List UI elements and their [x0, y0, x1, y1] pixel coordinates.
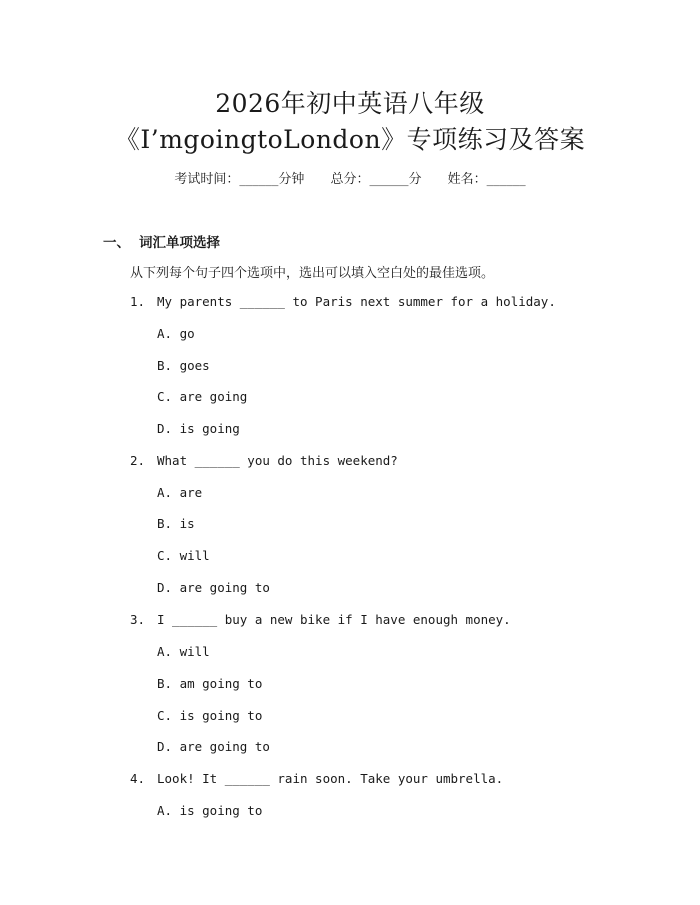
question-text: What ______ you do this weekend?: [157, 453, 398, 468]
option-3c: C. is going to: [157, 708, 263, 723]
option-1b: B. goes: [157, 358, 210, 373]
question-text: I ______ buy a new bike if I have enough money.: [157, 612, 511, 627]
section-title: 词汇单项选择: [139, 235, 220, 251]
question-number: 2.: [130, 453, 146, 468]
option-1d: D. is going: [157, 421, 240, 436]
option-2b: B. is: [157, 516, 195, 531]
section-number: 一、: [103, 235, 130, 251]
question-text: Look! It ______ rain soon. Take your umbrella.: [157, 771, 504, 786]
question-number: 1.: [130, 294, 146, 309]
exam-meta: [0, 168, 700, 187]
option-3b: B. am going to: [157, 676, 263, 691]
question-number: 4.: [130, 771, 146, 786]
exam-score: 总分：______分: [330, 172, 422, 187]
option-3d: D. are going to: [157, 739, 270, 754]
option-4a: A. is going to: [157, 803, 263, 818]
question-number: 3.: [130, 612, 146, 627]
page-title: 2026年初中英语八年级: [215, 89, 485, 118]
option-1a: A. go: [157, 326, 195, 341]
question-1: [130, 294, 556, 309]
section-heading: [103, 231, 220, 251]
option-3a: A. will: [157, 644, 210, 659]
page-subtitle: 《I’mgoingtoLondon》专项练习及答案: [114, 125, 586, 154]
exam-name: 姓名：______: [447, 172, 526, 187]
question-text: My parents ______ to Paris next summer for a holiday.: [157, 294, 556, 309]
question-3: [130, 612, 511, 627]
option-1c: C. are going: [157, 389, 248, 404]
exam-time: 考试时间：______分钟: [174, 172, 305, 187]
option-2d: D. are going to: [157, 580, 270, 595]
option-2a: A. are: [157, 485, 203, 500]
option-2c: C. will: [157, 548, 210, 563]
question-4: [130, 771, 503, 786]
question-2: [130, 453, 398, 468]
section-instruction: 从下列每个句子四个选项中，选出可以填入空白处的最佳选项。: [130, 266, 495, 281]
